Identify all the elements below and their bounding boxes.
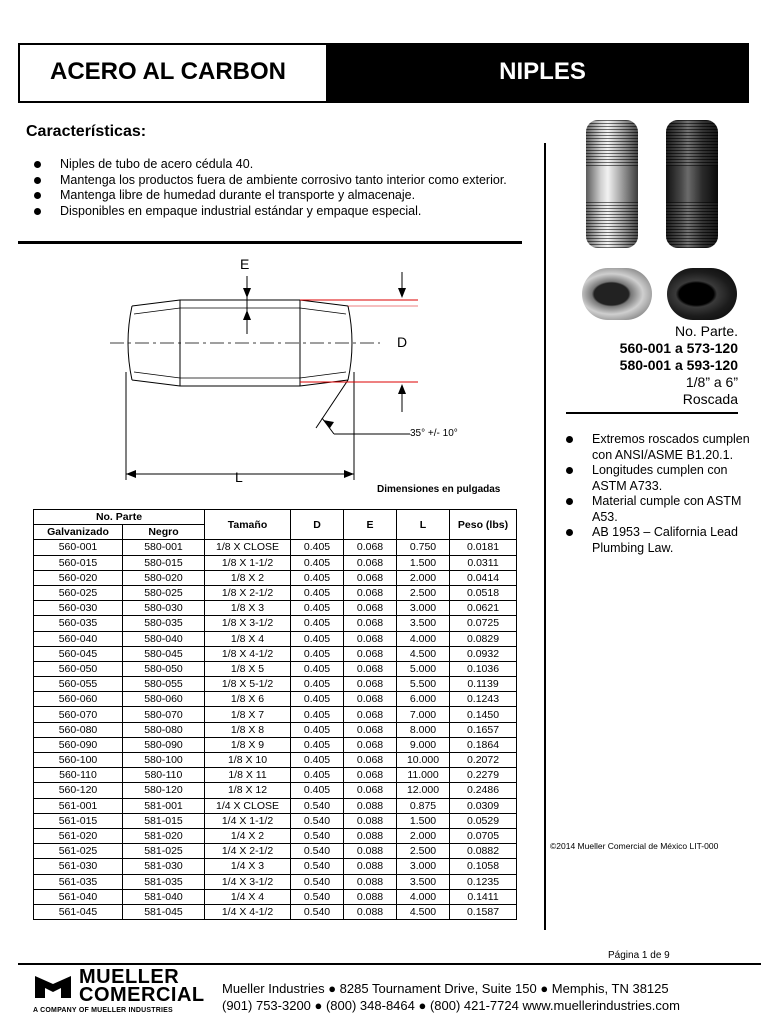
- table-cell: 0.068: [344, 601, 397, 616]
- table-cell: 0.405: [291, 677, 344, 692]
- header-left-box: [18, 43, 328, 103]
- table-cell: 1/8 X 5-1/2: [205, 677, 291, 692]
- col-header: Peso (lbs): [450, 510, 517, 540]
- table-cell: 0.068: [344, 646, 397, 661]
- table-row: [34, 585, 517, 600]
- table-cell: 0.068: [344, 737, 397, 752]
- table-cell: 0.2486: [450, 783, 517, 798]
- table-cell: 0.875: [397, 798, 450, 813]
- table-cell: 0.068: [344, 753, 397, 768]
- table-cell: 0.1411: [450, 889, 517, 904]
- table-cell: 581-045: [123, 904, 205, 919]
- footer-address: Mueller Industries ● 8285 Tournament Drive, Suite 150 ● Memphis, TN 38125: [222, 981, 669, 996]
- table-cell: 560-100: [34, 753, 123, 768]
- table-row: [34, 722, 517, 737]
- table-cell: 0.0311: [450, 555, 517, 570]
- page-number: Página 1 de 9: [608, 950, 670, 961]
- black-nipple-photo: [666, 120, 718, 248]
- table-cell: 560-025: [34, 585, 123, 600]
- table-cell: 560-040: [34, 631, 123, 646]
- table-cell: 0.068: [344, 540, 397, 555]
- table-cell: 1/8 X 5: [205, 661, 291, 676]
- table-cell: 581-001: [123, 798, 205, 813]
- table-cell: 0.068: [344, 661, 397, 676]
- material-title: ACERO AL CARBON: [50, 58, 287, 85]
- table-cell: 0.405: [291, 707, 344, 722]
- spec-item: Longitudes cumplen con ASTM A733.: [558, 463, 758, 494]
- table-cell: 0.405: [291, 555, 344, 570]
- sidebar-divider: [566, 412, 738, 414]
- table-cell: 0.1235: [450, 874, 517, 889]
- table-cell: 0.405: [291, 661, 344, 676]
- copyright: ©2014 Mueller Comercial de México LIT-000: [550, 841, 719, 851]
- table-cell: 1/8 X 11: [205, 768, 291, 783]
- galvanized-nipple-photo: [586, 120, 638, 248]
- col-header: Negro: [123, 525, 205, 540]
- table-row: [34, 753, 517, 768]
- footer-contact: [222, 980, 680, 1014]
- table-cell: 560-120: [34, 783, 123, 798]
- feature-item: Mantenga los productos fuera de ambiente corrosivo tanto interior como exterior.: [26, 173, 546, 189]
- spec-item: Extremos roscados cumplen con ANSI/ASME B1.20.1.: [558, 432, 758, 463]
- table-cell: 560-020: [34, 570, 123, 585]
- nipple-dimension-diagram: [110, 252, 520, 484]
- specs-list: [558, 432, 758, 556]
- feature-item: Niples de tubo de acero cédula 40.: [26, 157, 546, 173]
- table-cell: 560-030: [34, 601, 123, 616]
- table-cell: 0.540: [291, 813, 344, 828]
- table-row: [34, 783, 517, 798]
- features-list: [26, 157, 546, 219]
- table-cell: 581-035: [123, 874, 205, 889]
- table-cell: 0.088: [344, 828, 397, 843]
- connection-type: Roscada: [682, 391, 738, 407]
- table-row: [34, 677, 517, 692]
- table-cell: 1/4 X 2-1/2: [205, 844, 291, 859]
- spec-item: AB 1953 – California Lead Plumbing Law.: [558, 525, 758, 556]
- table-row: [34, 737, 517, 752]
- table-cell: 580-030: [123, 601, 205, 616]
- table-cell: 1/8 X 8: [205, 722, 291, 737]
- table-cell: 581-020: [123, 828, 205, 843]
- table-cell: 3.000: [397, 601, 450, 616]
- table-cell: 560-090: [34, 737, 123, 752]
- table-cell: 4.500: [397, 904, 450, 919]
- table-cell: 1.500: [397, 813, 450, 828]
- table-cell: 0.068: [344, 555, 397, 570]
- table-cell: 0.405: [291, 540, 344, 555]
- table-cell: 0.1657: [450, 722, 517, 737]
- table-cell: 0.405: [291, 631, 344, 646]
- table-cell: 0.540: [291, 798, 344, 813]
- table-cell: 5.500: [397, 677, 450, 692]
- table-cell: 560-060: [34, 692, 123, 707]
- table-cell: 580-035: [123, 616, 205, 631]
- size-range: 1/8” a 6”: [685, 374, 738, 390]
- table-row: [34, 646, 517, 661]
- table-cell: 5.000: [397, 661, 450, 676]
- table-cell: 580-110: [123, 768, 205, 783]
- table-row: [34, 601, 517, 616]
- footer-phones: (901) 753-3200 ● (800) 348-8464 ● (800) 421-7724 www.muellerindustries.com: [222, 998, 680, 1013]
- table-cell: 560-055: [34, 677, 123, 692]
- table-cell: 1/4 X 4-1/2: [205, 904, 291, 919]
- table-cell: 1.500: [397, 555, 450, 570]
- col-header: E: [344, 510, 397, 540]
- table-cell: 560-035: [34, 616, 123, 631]
- col-header: Tamaño: [205, 510, 291, 540]
- table-row: [34, 904, 517, 919]
- footer-divider: [18, 963, 761, 965]
- table-cell: 1/8 X 1-1/2: [205, 555, 291, 570]
- table-cell: 581-015: [123, 813, 205, 828]
- table-cell: 0.405: [291, 783, 344, 798]
- logo-text: [79, 968, 208, 1004]
- table-cell: 1/8 X 10: [205, 753, 291, 768]
- table-cell: 0.405: [291, 601, 344, 616]
- table-cell: 0.0725: [450, 616, 517, 631]
- table-cell: 0.088: [344, 874, 397, 889]
- table-cell: 581-040: [123, 889, 205, 904]
- table-cell: 0.0621: [450, 601, 517, 616]
- table-cell: 0.068: [344, 692, 397, 707]
- logo-line-2: COMERCIAL: [79, 984, 205, 1006]
- table-cell: 0.1058: [450, 859, 517, 874]
- table-cell: 0.088: [344, 844, 397, 859]
- table-cell: 560-070: [34, 707, 123, 722]
- table-cell: 581-025: [123, 844, 205, 859]
- table-cell: 0.088: [344, 904, 397, 919]
- table-row: [34, 661, 517, 676]
- table-cell: 1/8 X 9: [205, 737, 291, 752]
- table-cell: 561-020: [34, 828, 123, 843]
- table-cell: 0.540: [291, 904, 344, 919]
- table-cell: 0.0705: [450, 828, 517, 843]
- table-cell: 1/8 X 6: [205, 692, 291, 707]
- table-cell: 560-110: [34, 768, 123, 783]
- table-cell: 0.088: [344, 798, 397, 813]
- table-cell: 561-025: [34, 844, 123, 859]
- table-cell: 580-080: [123, 722, 205, 737]
- table-cell: 0.2279: [450, 768, 517, 783]
- table-cell: 2.000: [397, 828, 450, 843]
- table-cell: 0.088: [344, 813, 397, 828]
- table-cell: 0.750: [397, 540, 450, 555]
- table-cell: 0.540: [291, 859, 344, 874]
- col-header: Galvanizado: [34, 525, 123, 540]
- table-cell: 0.068: [344, 707, 397, 722]
- table-cell: 561-001: [34, 798, 123, 813]
- table-cell: 9.000: [397, 737, 450, 752]
- table-cell: 561-035: [34, 874, 123, 889]
- table-cell: 0.0414: [450, 570, 517, 585]
- table-cell: 0.0932: [450, 646, 517, 661]
- black-close-nipple-photo: [667, 268, 737, 320]
- table-cell: 1/8 X 3-1/2: [205, 616, 291, 631]
- table-cell: 580-050: [123, 661, 205, 676]
- table-row: [34, 844, 517, 859]
- table-row: [34, 828, 517, 843]
- label-l: L: [235, 469, 243, 484]
- table-row: [34, 570, 517, 585]
- table-cell: 561-045: [34, 904, 123, 919]
- dimensions-note: Dimensiones en pulgadas: [377, 484, 501, 495]
- table-cell: 581-030: [123, 859, 205, 874]
- parts-table: [33, 509, 517, 920]
- table-cell: 1/8 X 2: [205, 570, 291, 585]
- table-cell: 4.500: [397, 646, 450, 661]
- table-row: [34, 813, 517, 828]
- table-cell: 3.500: [397, 874, 450, 889]
- table-cell: 0.2072: [450, 753, 517, 768]
- table-cell: 0.540: [291, 828, 344, 843]
- table-cell: 1/8 X 4: [205, 631, 291, 646]
- label-angle: 35° +/- 10°: [410, 428, 458, 439]
- table-cell: 580-120: [123, 783, 205, 798]
- galvanized-close-nipple-photo: [582, 268, 652, 320]
- table-cell: 580-045: [123, 646, 205, 661]
- table-row: [34, 692, 517, 707]
- table-cell: 0.1139: [450, 677, 517, 692]
- part-range-galvanized: 560-001 a 573-120: [619, 340, 738, 356]
- table-cell: 1/8 X 4-1/2: [205, 646, 291, 661]
- logo-mark-icon: [33, 974, 73, 1000]
- table-cell: 0.0529: [450, 813, 517, 828]
- table-cell: 0.068: [344, 631, 397, 646]
- table-cell: 580-001: [123, 540, 205, 555]
- part-number-header: No. Parte: [34, 510, 205, 525]
- table-cell: 1/8 X 7: [205, 707, 291, 722]
- table-cell: 2.500: [397, 585, 450, 600]
- table-cell: 580-100: [123, 753, 205, 768]
- table-cell: 1/8 X CLOSE: [205, 540, 291, 555]
- table-cell: 561-040: [34, 889, 123, 904]
- table-cell: 0.540: [291, 844, 344, 859]
- table-row: [34, 616, 517, 631]
- table-row: [34, 631, 517, 646]
- table-cell: 7.000: [397, 707, 450, 722]
- table-cell: 0.1587: [450, 904, 517, 919]
- table-cell: 580-070: [123, 707, 205, 722]
- table-cell: 0.0518: [450, 585, 517, 600]
- table-cell: 580-015: [123, 555, 205, 570]
- mueller-logo: [33, 968, 208, 1014]
- product-title: NIPLES: [499, 58, 586, 85]
- table-cell: 12.000: [397, 783, 450, 798]
- table-cell: 2.000: [397, 570, 450, 585]
- table-cell: 560-015: [34, 555, 123, 570]
- table-cell: 0.068: [344, 768, 397, 783]
- feature-item: Mantenga libre de humedad durante el transporte y almacenaje.: [26, 188, 546, 204]
- table-cell: 0.1864: [450, 737, 517, 752]
- table-cell: 0.068: [344, 585, 397, 600]
- table-cell: 0.405: [291, 753, 344, 768]
- table-cell: 0.1243: [450, 692, 517, 707]
- table-row: [34, 540, 517, 555]
- table-cell: 580-090: [123, 737, 205, 752]
- table-cell: 0.405: [291, 722, 344, 737]
- col-header: D: [291, 510, 344, 540]
- table-row: [34, 555, 517, 570]
- table-cell: 8.000: [397, 722, 450, 737]
- table-cell: 580-040: [123, 631, 205, 646]
- table-cell: 580-025: [123, 585, 205, 600]
- table-cell: 561-015: [34, 813, 123, 828]
- table-cell: 580-055: [123, 677, 205, 692]
- table-cell: 11.000: [397, 768, 450, 783]
- table-cell: 0.068: [344, 616, 397, 631]
- table-cell: 2.500: [397, 844, 450, 859]
- table-row: [34, 768, 517, 783]
- table-cell: 6.000: [397, 692, 450, 707]
- spec-item: Material cumple con ASTM A53.: [558, 494, 758, 525]
- table-cell: 0.405: [291, 570, 344, 585]
- table-cell: 0.405: [291, 616, 344, 631]
- table-cell: 1/8 X 12: [205, 783, 291, 798]
- features-heading: Características:: [26, 123, 147, 140]
- label-e: E: [240, 256, 250, 272]
- table-cell: 0.1036: [450, 661, 517, 676]
- col-header: L: [397, 510, 450, 540]
- table-cell: 0.1450: [450, 707, 517, 722]
- table-cell: 1/4 X 2: [205, 828, 291, 843]
- table-cell: 10.000: [397, 753, 450, 768]
- table-cell: 561-030: [34, 859, 123, 874]
- table-cell: 580-020: [123, 570, 205, 585]
- table-cell: 0.068: [344, 722, 397, 737]
- table-row: [34, 889, 517, 904]
- table-cell: 0.088: [344, 889, 397, 904]
- table-cell: 1/4 X 4: [205, 889, 291, 904]
- part-range-black: 580-001 a 593-120: [619, 357, 738, 373]
- table-cell: 1/8 X 2-1/2: [205, 585, 291, 600]
- table-cell: 0.405: [291, 768, 344, 783]
- table-cell: 560-050: [34, 661, 123, 676]
- table-cell: 3.000: [397, 859, 450, 874]
- section-divider: [18, 241, 522, 244]
- part-label: No. Parte.: [674, 323, 738, 339]
- table-cell: 4.000: [397, 631, 450, 646]
- table-row: [34, 859, 517, 874]
- table-cell: 4.000: [397, 889, 450, 904]
- table-cell: 0.088: [344, 859, 397, 874]
- table-cell: 0.405: [291, 646, 344, 661]
- table-cell: 560-080: [34, 722, 123, 737]
- table-cell: 1/4 X 1-1/2: [205, 813, 291, 828]
- header-right-box: [328, 43, 749, 103]
- logo-line-1: MUELLER: [79, 966, 180, 988]
- table-row: [34, 874, 517, 889]
- table-cell: 0.0829: [450, 631, 517, 646]
- table-cell: 0.405: [291, 737, 344, 752]
- logo-tagline: A COMPANY OF MUELLER INDUSTRIES: [33, 1007, 173, 1014]
- table-cell: 0.405: [291, 585, 344, 600]
- table-cell: 0.540: [291, 889, 344, 904]
- table-cell: 1/4 X CLOSE: [205, 798, 291, 813]
- part-info: [620, 323, 738, 408]
- table-cell: 0.405: [291, 692, 344, 707]
- table-cell: 0.0882: [450, 844, 517, 859]
- table-cell: 1/8 X 3: [205, 601, 291, 616]
- table-cell: 1/4 X 3: [205, 859, 291, 874]
- table-cell: 560-045: [34, 646, 123, 661]
- table-cell: 0.068: [344, 783, 397, 798]
- table-row: [34, 707, 517, 722]
- table-cell: 0.540: [291, 874, 344, 889]
- table-cell: 560-001: [34, 540, 123, 555]
- table-cell: 0.0181: [450, 540, 517, 555]
- table-cell: 580-060: [123, 692, 205, 707]
- table-row: [34, 798, 517, 813]
- table-cell: 3.500: [397, 616, 450, 631]
- table-cell: 0.0309: [450, 798, 517, 813]
- table-cell: 0.068: [344, 677, 397, 692]
- table-cell: 1/4 X 3-1/2: [205, 874, 291, 889]
- table-cell: 0.068: [344, 570, 397, 585]
- column-divider: [544, 143, 546, 930]
- feature-item: Disponibles en empaque industrial estándar y empaque especial.: [26, 204, 546, 220]
- label-d: D: [397, 334, 408, 350]
